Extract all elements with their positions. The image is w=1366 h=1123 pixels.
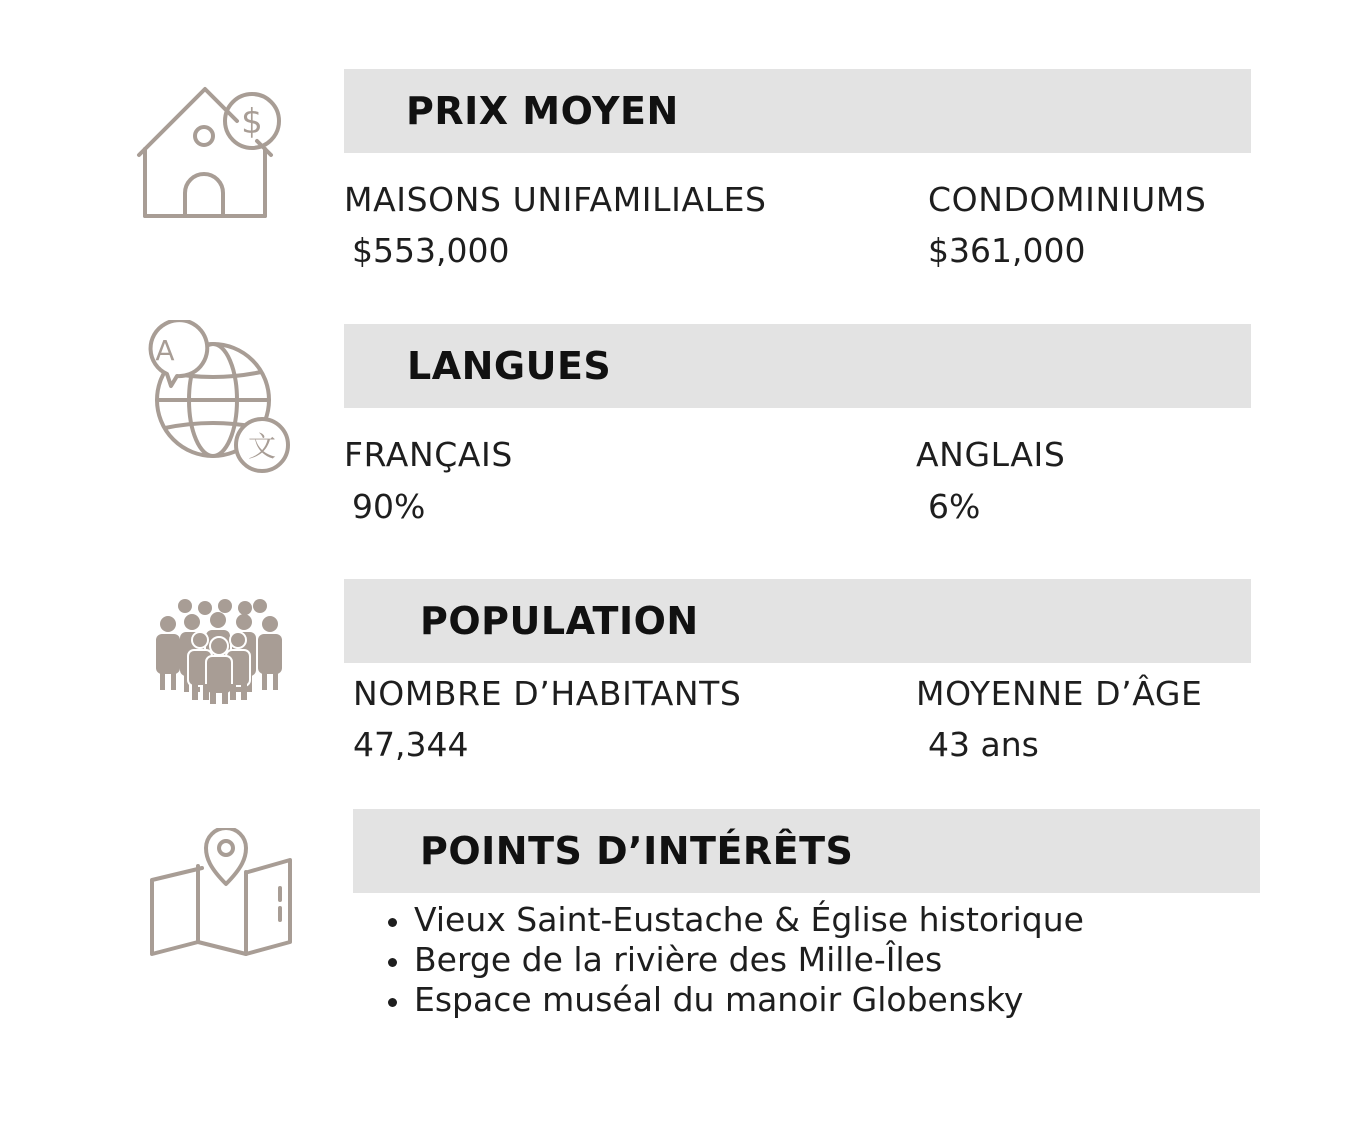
svg-text:$: $ bbox=[241, 102, 263, 142]
map-pin-icon bbox=[148, 828, 294, 960]
crowd-icon bbox=[148, 596, 293, 706]
prix-moyen-title: PRIX MOYEN bbox=[406, 89, 679, 133]
condos-label: CONDOMINIUMS bbox=[928, 180, 1207, 219]
list-item: Espace muséal du manoir Globensky bbox=[382, 980, 1084, 1020]
svg-text:文: 文 bbox=[247, 430, 277, 463]
population-header bbox=[344, 579, 1251, 663]
population-title: POPULATION bbox=[420, 599, 699, 643]
age-value: 43 ans bbox=[928, 725, 1039, 764]
points-interets-header bbox=[353, 809, 1260, 893]
svg-text:A: A bbox=[155, 334, 175, 367]
langues-header bbox=[344, 324, 1251, 408]
anglais-value: 6% bbox=[928, 487, 981, 526]
globe-translate-icon bbox=[135, 320, 295, 480]
house-dollar-icon bbox=[135, 85, 285, 225]
list-item: Vieux Saint-Eustache & Église historique bbox=[382, 900, 1084, 940]
maisons-value: $553,000 bbox=[352, 231, 510, 270]
condos-value: $361,000 bbox=[928, 231, 1086, 270]
langues-title: LANGUES bbox=[407, 344, 612, 388]
habitants-value: 47,344 bbox=[353, 725, 469, 764]
list-item: Berge de la rivière des Mille-Îles bbox=[382, 940, 1084, 980]
francais-value: 90% bbox=[352, 487, 426, 526]
maisons-label: MAISONS UNIFAMILIALES bbox=[344, 180, 767, 219]
francais-label: FRANÇAIS bbox=[344, 435, 513, 474]
points-interets-list bbox=[382, 900, 1084, 1020]
anglais-label: ANGLAIS bbox=[916, 435, 1066, 474]
points-interets-title: POINTS D’INTÉRÊTS bbox=[420, 829, 854, 873]
prix-moyen-header bbox=[344, 69, 1251, 153]
habitants-label: NOMBRE D’HABITANTS bbox=[353, 674, 742, 713]
age-label: MOYENNE D’ÂGE bbox=[916, 674, 1203, 713]
